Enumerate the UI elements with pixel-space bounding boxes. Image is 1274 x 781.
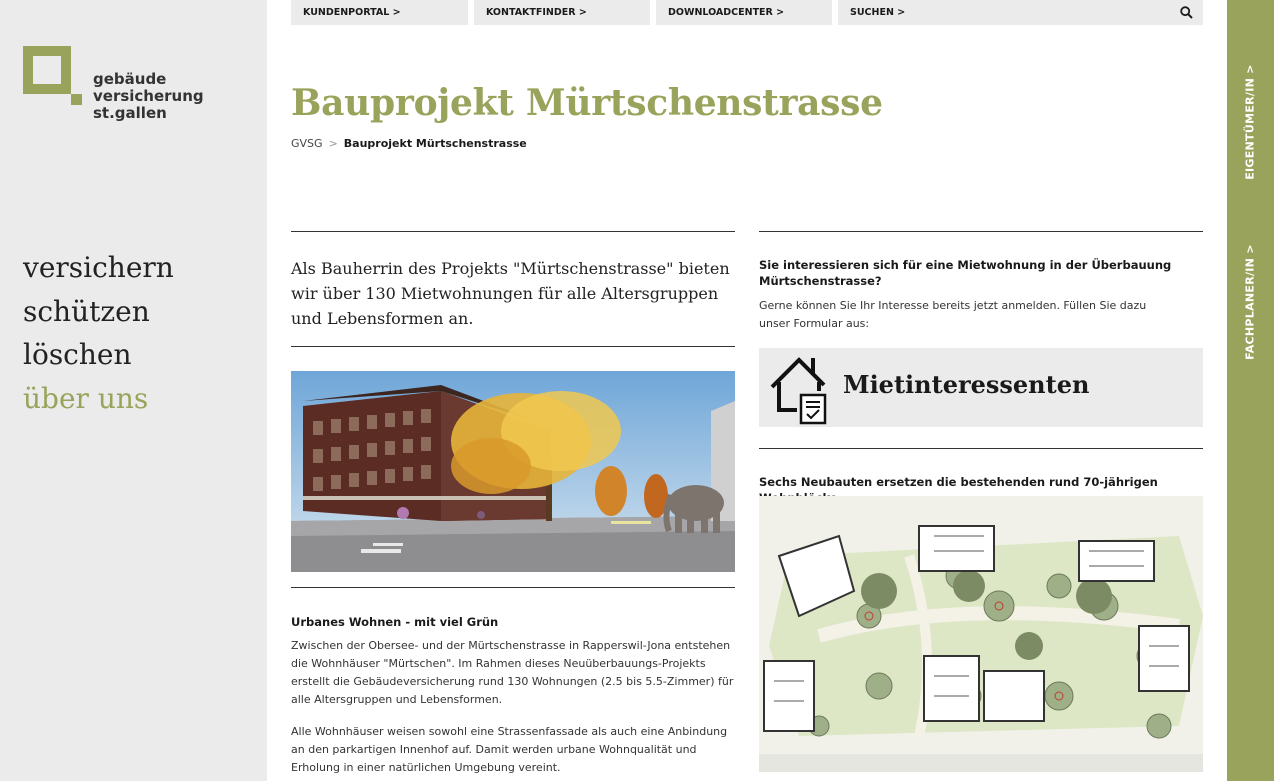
- top-nav-kundenportal[interactable]: [291, 0, 468, 25]
- right-sidebar: [1227, 0, 1274, 781]
- top-nav-downloadcenter[interactable]: [656, 0, 832, 25]
- main-nav-ueber-uns[interactable]: über uns: [23, 381, 149, 415]
- mietinteressenten-button[interactable]: [759, 348, 1203, 427]
- mietinteressenten-label: Mietinteressenten: [843, 370, 1090, 399]
- page-title: Bauprojekt Mürtschenstrasse: [291, 82, 883, 124]
- main-nav-schuetzen[interactable]: schützen: [23, 294, 150, 328]
- site-plan-image: [759, 496, 1203, 772]
- top-nav-kundenportal-label: KUNDENPORTAL >: [303, 7, 401, 18]
- tab-fachplaner-label[interactable]: FACHPLANER/IN >: [1243, 244, 1257, 360]
- main-nav-versichern[interactable]: versichern: [23, 251, 174, 284]
- divider: [291, 231, 735, 232]
- logo-line-3: st.gallen: [93, 104, 167, 122]
- tab-eigentuemer-label[interactable]: EIGENTÜMER/IN >: [1243, 64, 1257, 180]
- logo-text: [93, 71, 204, 122]
- logo-line-2: versicherung: [93, 87, 204, 105]
- divider: [759, 448, 1203, 449]
- intro-text: Als Bauherrin des Projekts "Mürtschenstrasse" bieten wir über 130 Mietwohnungen für alle Altersgruppen und Lebensformen an.: [291, 259, 730, 328]
- logo-mark-icon: [23, 46, 83, 106]
- divider: [291, 587, 735, 588]
- rental-interest-heading: Sie interessieren sich für eine Mietwohnung in der Überbauung Mürtschenstrasse?: [759, 258, 1172, 288]
- building-rendering-image: [291, 371, 735, 572]
- search-icon[interactable]: [1180, 6, 1193, 19]
- paragraph-2: Alle Wohnhäuser weisen sowohl eine Strassenfassade als auch eine Anbindung an den parkartigen Innenhof auf. Damit werden urbane Wohnqualität und Erholung in einer natürlichen Umgebung vereint.: [291, 725, 728, 774]
- breadcrumb-separator: >: [328, 137, 338, 150]
- house-form-icon: [769, 355, 829, 425]
- breadcrumb-root[interactable]: GVSG: [291, 137, 323, 150]
- divider: [291, 346, 735, 347]
- breadcrumb: [291, 137, 527, 150]
- logo-line-1: gebäude: [93, 70, 167, 88]
- divider: [759, 231, 1203, 232]
- top-nav-kontaktfinder[interactable]: [474, 0, 650, 25]
- breadcrumb-current: Bauprojekt Mürtschenstrasse: [343, 137, 527, 150]
- top-nav-search[interactable]: [838, 0, 1203, 25]
- top-nav-downloadcenter-label: DOWNLOADCENTER >: [668, 7, 785, 18]
- paragraph-1: Zwischen der Obersee- und der Mürtschenstrasse in Rapperswil-Jona entstehen die Wohnhäuser "Mürtschen". Im Rahmen dieses Neuüberbauungs-Projekts erstellt die Gebäudeversicherung rund 130 Wohnungen (2.5 bis 5.5-Zimmer) für alle Altersgruppen und Lebensformen.: [291, 639, 734, 706]
- logo[interactable]: [23, 46, 223, 136]
- site-plan-caption: Sechs Neubauten ersetzen die bestehenden rund 70-jährigen: [759, 475, 1158, 489]
- top-nav-search-label: SUCHEN >: [850, 7, 906, 18]
- section-heading-urbanes-wohnen: Urbanes Wohnen - mit viel Grün: [291, 615, 499, 629]
- main-nav-loeschen[interactable]: löschen: [23, 338, 132, 371]
- main-nav: [23, 246, 174, 420]
- left-sidebar: [0, 0, 267, 781]
- top-nav-kontaktfinder-label: KONTAKTFINDER >: [486, 7, 587, 18]
- rental-interest-text: Gerne können Sie Ihr Interesse bereits jetzt anmelden. Füllen Sie dazu unser Formular aus:: [759, 299, 1147, 330]
